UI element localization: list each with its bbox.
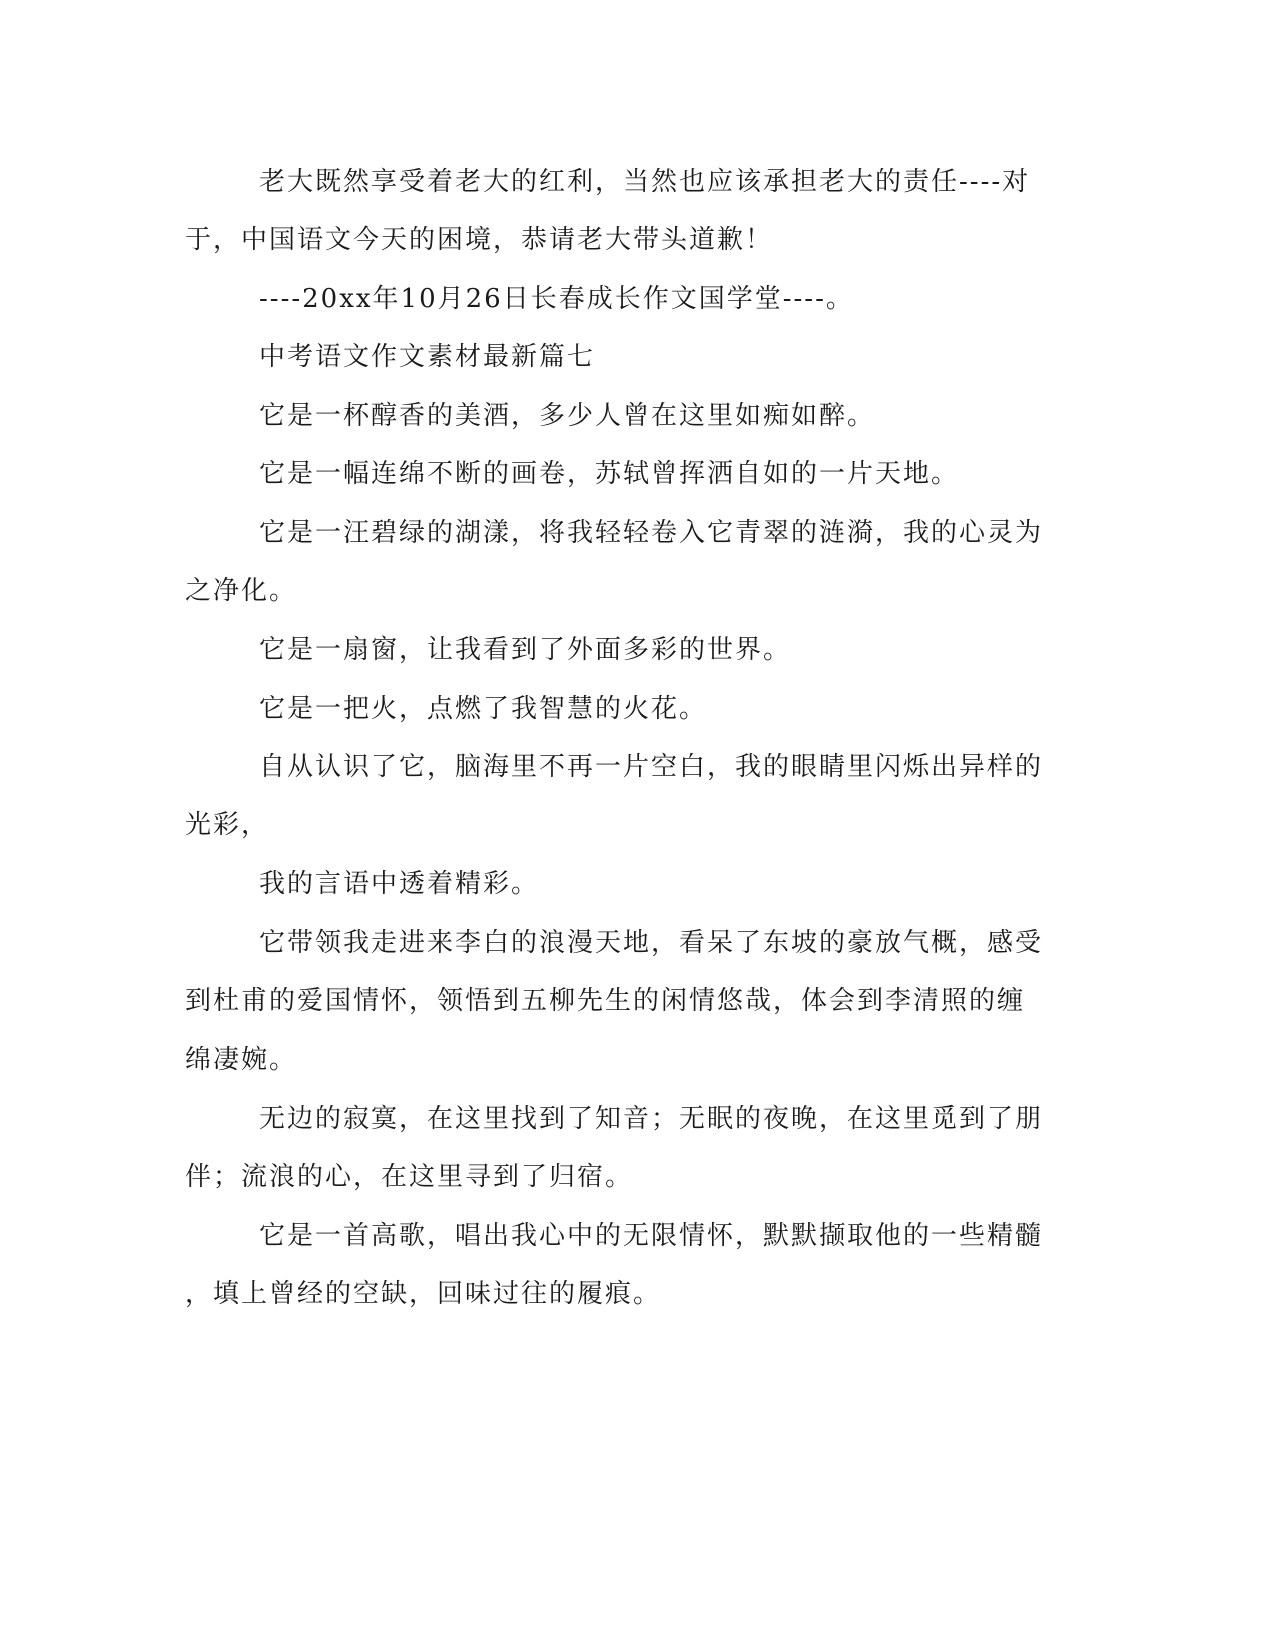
section-heading: 中考语文作文素材最新篇七: [259, 342, 596, 372]
text-line: 之净化。: [185, 576, 298, 606]
text-line: 我的言语中透着精彩。: [259, 869, 540, 899]
text-line: 老大既然享受着老大的红利，当然也应该承担老大的责任----对: [259, 167, 1031, 197]
text-line: 伴；流浪的心，在这里寻到了归宿。: [185, 1162, 634, 1192]
text-line: 它是一汪碧绿的湖漾，将我轻轻卷入它青翠的涟漪，我的心灵为: [259, 518, 1044, 548]
text-line: ，填上曾经的空缺，回味过往的履痕。: [185, 1279, 662, 1309]
text-line: 它是一把火，点燃了我智慧的火花。: [259, 694, 708, 724]
text-line: 它是一扇窗，让我看到了外面多彩的世界。: [259, 635, 792, 665]
text-line: 它带领我走进来李白的浪漫天地，看呆了东坡的豪放气概，感受: [259, 928, 1044, 958]
text-line: 它是一杯醇香的美酒，多少人曾在这里如痴如醉。: [259, 401, 876, 431]
text-line: 于，中国语文今天的困境，恭请老大带头道歉！: [185, 225, 774, 255]
text-line: 到杜甫的爱国情怀，领悟到五柳先生的闲情悠哉，体会到李清照的缠: [185, 986, 1026, 1016]
text-line: 它是一幅连绵不断的画卷，苏轼曾挥洒自如的一片天地。: [259, 459, 960, 489]
text-line: 绵凄婉。: [185, 1045, 298, 1075]
text-line: ----20xx年10月26日长春成长作文国学堂----。: [259, 284, 854, 314]
text-line: 它是一首高歌，唱出我心中的无限情怀，默默撷取他的一些精髓: [259, 1221, 1044, 1251]
text-line: 无边的寂寞，在这里找到了知音；无眠的夜晚，在这里觅到了朋: [259, 1104, 1044, 1134]
text-line: 光彩，: [185, 810, 270, 840]
text-line: 自从认识了它，脑海里不再一片空白，我的眼睛里闪烁出异样的: [259, 752, 1044, 782]
